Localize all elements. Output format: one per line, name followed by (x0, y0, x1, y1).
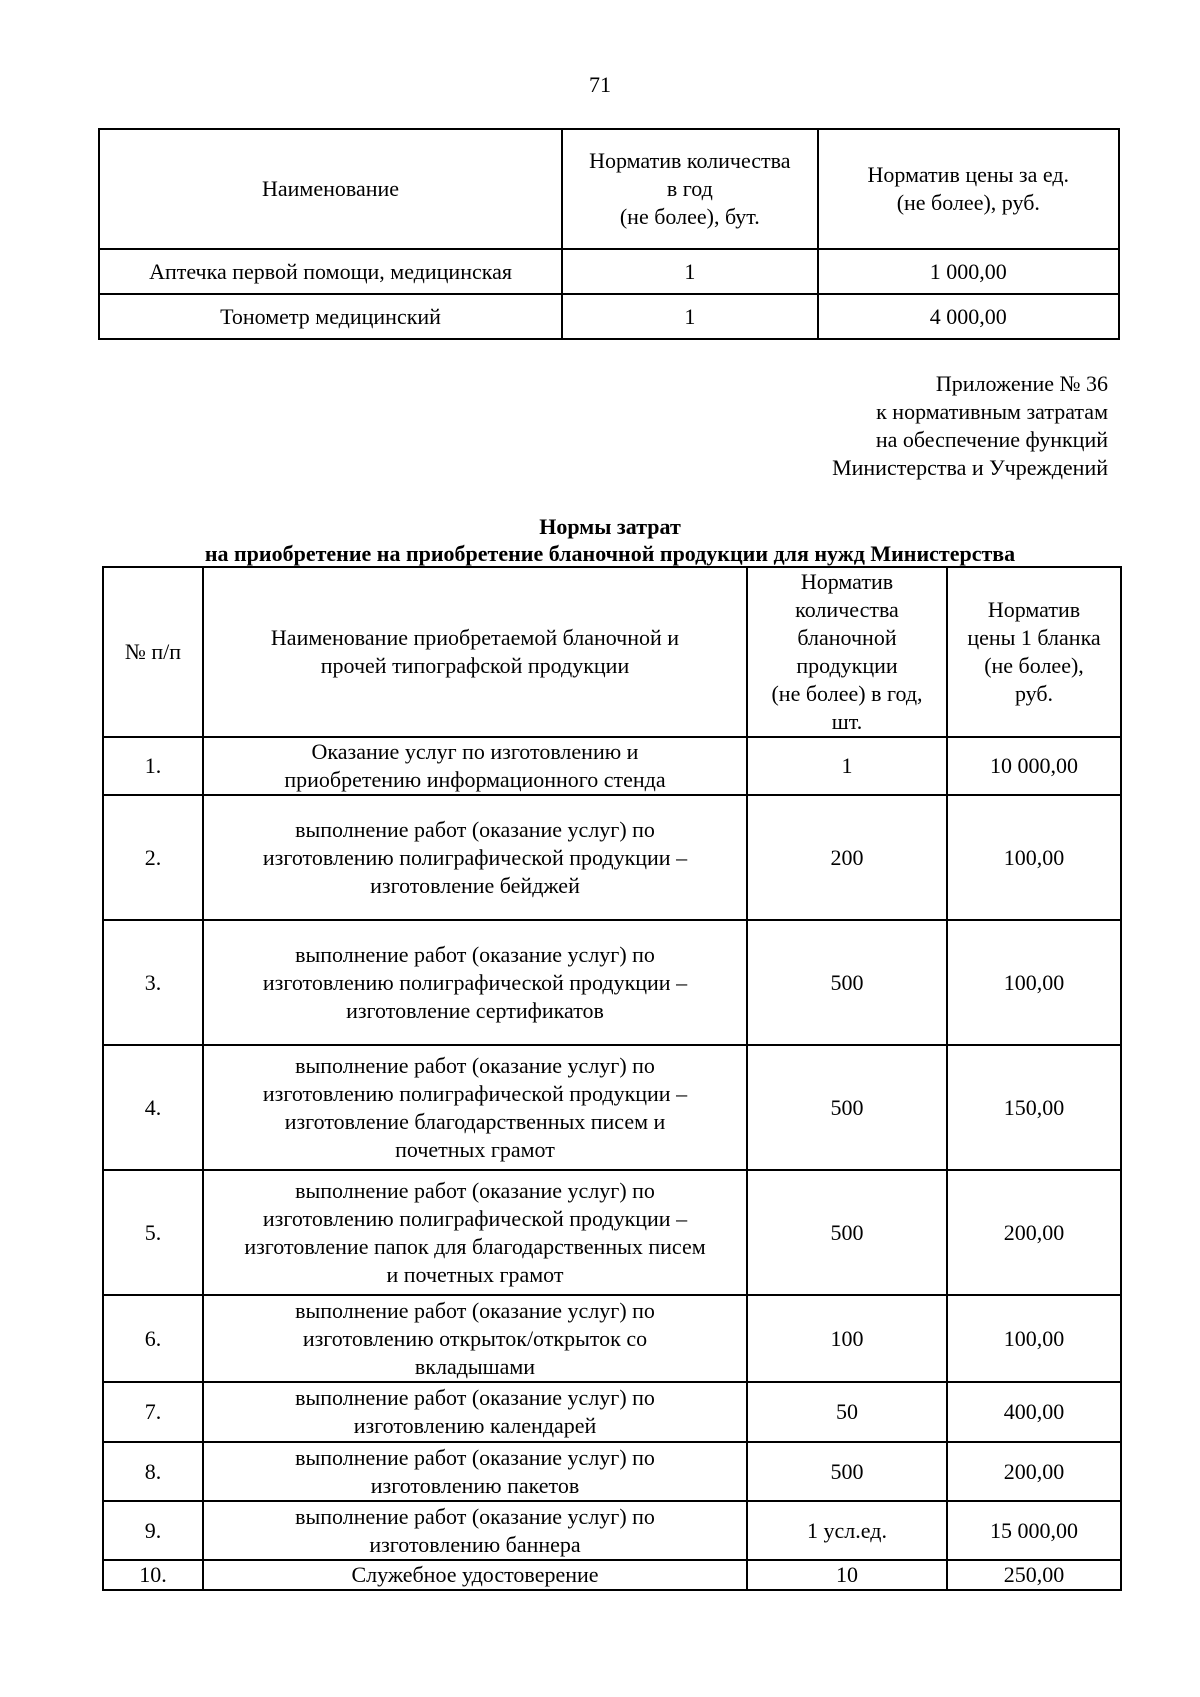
header-text: Наименование (261, 176, 400, 201)
quantity-cell: 500 (747, 1170, 947, 1295)
quantity-cell: 10 (747, 1560, 947, 1590)
header-text: (не более), руб. (896, 190, 1040, 215)
column-header (747, 567, 947, 737)
header-text: шт. (831, 709, 863, 734)
item-name-line: вкладышами (414, 1353, 536, 1379)
table-row (99, 249, 1119, 294)
item-name-line: выполнение работ (оказание услуг) по (295, 1503, 655, 1529)
table-row (103, 1560, 1121, 1590)
header-text: бланочной (797, 625, 897, 650)
row-number-cell: 4. (103, 1045, 203, 1170)
page-number: 71 (589, 72, 611, 97)
item-name-line: выполнение работ (оказание услуг) по (295, 1444, 655, 1470)
header-text: количества (795, 597, 899, 622)
item-name-line: изготовлению открыток/открыток со (302, 1325, 648, 1351)
item-name-line: приобретению информационного стенда (284, 767, 666, 792)
row-number-cell: 10. (103, 1560, 203, 1590)
header-text: руб. (1014, 681, 1054, 706)
table-row (103, 1501, 1121, 1560)
item-name-line: выполнение работ (оказание услуг) по (295, 941, 655, 967)
first-aid-table (98, 128, 1120, 340)
item-name-line: выполнение работ (оказание услуг) по (295, 816, 655, 842)
column-header (818, 129, 1119, 249)
column-header (103, 567, 203, 737)
price-cell: 100,00 (947, 1295, 1121, 1382)
quantity-cell: 1 (562, 294, 818, 339)
header-text: Норматив цены за ед. (867, 162, 1070, 187)
table-header-row (99, 129, 1119, 249)
appendix-line: Министерства и Учреждений (832, 455, 1108, 480)
table-row (103, 1382, 1121, 1442)
table-row (103, 1170, 1121, 1295)
table-header-row (103, 567, 1121, 737)
item-name-cell: Тонометр медицинский (99, 294, 562, 339)
item-name-line: и почетных грамот (386, 1261, 564, 1287)
item-name-line: изготовлению пакетов (370, 1472, 580, 1498)
item-name-cell (203, 1442, 747, 1501)
header-text: Норматив количества (589, 148, 791, 173)
item-name-cell (203, 795, 747, 920)
column-header (203, 567, 747, 737)
row-number-cell: 8. (103, 1442, 203, 1501)
table-row (103, 1045, 1121, 1170)
header-text: в год (666, 176, 713, 201)
quantity-cell: 500 (747, 1442, 947, 1501)
price-cell: 150,00 (947, 1045, 1121, 1170)
quantity-cell: 100 (747, 1295, 947, 1382)
item-name-line: выполнение работ (оказание услуг) по (295, 1177, 655, 1203)
table-row (103, 795, 1121, 920)
header-text: (не более), (984, 653, 1084, 678)
table-row (103, 1442, 1121, 1501)
quantity-cell: 1 (747, 737, 947, 795)
appendix-line: к нормативным затратам (876, 399, 1108, 424)
table-row (99, 294, 1119, 339)
row-number-cell: 2. (103, 795, 203, 920)
item-name-line: изготовлению полиграфической продукции – (262, 969, 688, 995)
row-number-cell: 6. (103, 1295, 203, 1382)
item-name-cell (203, 1382, 747, 1442)
price-cell: 100,00 (947, 920, 1121, 1045)
item-name-cell (203, 1045, 747, 1170)
title-line-1: Нормы затрат (539, 514, 681, 539)
price-cell: 200,00 (947, 1170, 1121, 1295)
item-name-cell (203, 1501, 747, 1560)
item-name-line: Оказание услуг по изготовлению и (311, 739, 639, 764)
quantity-cell: 500 (747, 1045, 947, 1170)
table-row (103, 1295, 1121, 1382)
item-name-line: изготовлению полиграфической продукции – (262, 1080, 688, 1106)
price-cell: 10 000,00 (947, 737, 1121, 795)
item-name-line: изготовлению полиграфической продукции – (262, 844, 688, 870)
appendix-line: на обеспечение функций (875, 427, 1108, 452)
item-name-line: изготовлению календарей (353, 1413, 597, 1438)
item-name-line: изготовлению баннера (369, 1531, 581, 1557)
quantity-cell: 50 (747, 1382, 947, 1442)
table-row (103, 737, 1121, 795)
quantity-cell: 1 (562, 249, 818, 294)
price-cell: 15 000,00 (947, 1501, 1121, 1560)
row-number-cell: 1. (103, 737, 203, 795)
title-line-2: на приобретение на приобретение бланочной продукции для нужд Министерства (204, 541, 1016, 566)
item-name-cell (203, 1170, 747, 1295)
quantity-cell: 1 усл.ед. (747, 1501, 947, 1560)
forms-cost-table (102, 566, 1122, 1591)
row-number-cell: 7. (103, 1382, 203, 1442)
header-text: продукции (796, 653, 898, 678)
header-text: № п/п (124, 639, 182, 664)
price-cell: 200,00 (947, 1442, 1121, 1501)
column-header (99, 129, 562, 249)
header-text: Норматив (800, 569, 894, 594)
quantity-cell: 500 (747, 920, 947, 1045)
price-cell: 1 000,00 (818, 249, 1119, 294)
row-number-cell: 3. (103, 920, 203, 1045)
price-cell: 100,00 (947, 795, 1121, 920)
item-name-line: изготовлению полиграфической продукции – (262, 1205, 688, 1231)
header-text: цены 1 бланка (967, 625, 1101, 650)
item-name-cell (203, 1295, 747, 1382)
item-name-line: Служебное удостоверение (351, 1562, 599, 1587)
item-name-line: выполнение работ (оказание услуг) по (295, 1052, 655, 1078)
item-name-line: изготовление сертификатов (346, 997, 604, 1023)
item-name-line: почетных грамот (395, 1136, 555, 1162)
appendix-line: Приложение № 36 (935, 371, 1108, 396)
item-name-cell: Аптечка первой помощи, медицинская (99, 249, 562, 294)
header-text: (не более), бут. (619, 204, 760, 229)
item-name-line: изготовление благодарственных писем и (284, 1108, 666, 1134)
row-number-cell: 9. (103, 1501, 203, 1560)
document-title (90, 513, 1130, 567)
price-cell: 400,00 (947, 1382, 1121, 1442)
table-row (103, 920, 1121, 1045)
row-number-cell: 5. (103, 1170, 203, 1295)
appendix-note (832, 370, 1108, 482)
item-name-cell (203, 920, 747, 1045)
price-cell: 4 000,00 (818, 294, 1119, 339)
column-header (947, 567, 1121, 737)
item-name-cell (203, 737, 747, 795)
column-header (562, 129, 818, 249)
header-text: (не более) в год, (771, 681, 923, 706)
item-name-line: выполнение работ (оказание услуг) по (295, 1297, 655, 1323)
quantity-cell: 200 (747, 795, 947, 920)
item-name-cell (203, 1560, 747, 1590)
item-name-line: изготовление папок для благодарственных писем (244, 1233, 706, 1259)
item-name-line: изготовление бейджей (370, 872, 580, 898)
header-text: Наименование приобретаемой бланочной и (270, 625, 680, 650)
header-text: Норматив (987, 597, 1081, 622)
header-text: прочей типографской продукции (320, 653, 630, 678)
item-name-line: выполнение работ (оказание услуг) по (295, 1385, 655, 1410)
price-cell: 250,00 (947, 1560, 1121, 1590)
